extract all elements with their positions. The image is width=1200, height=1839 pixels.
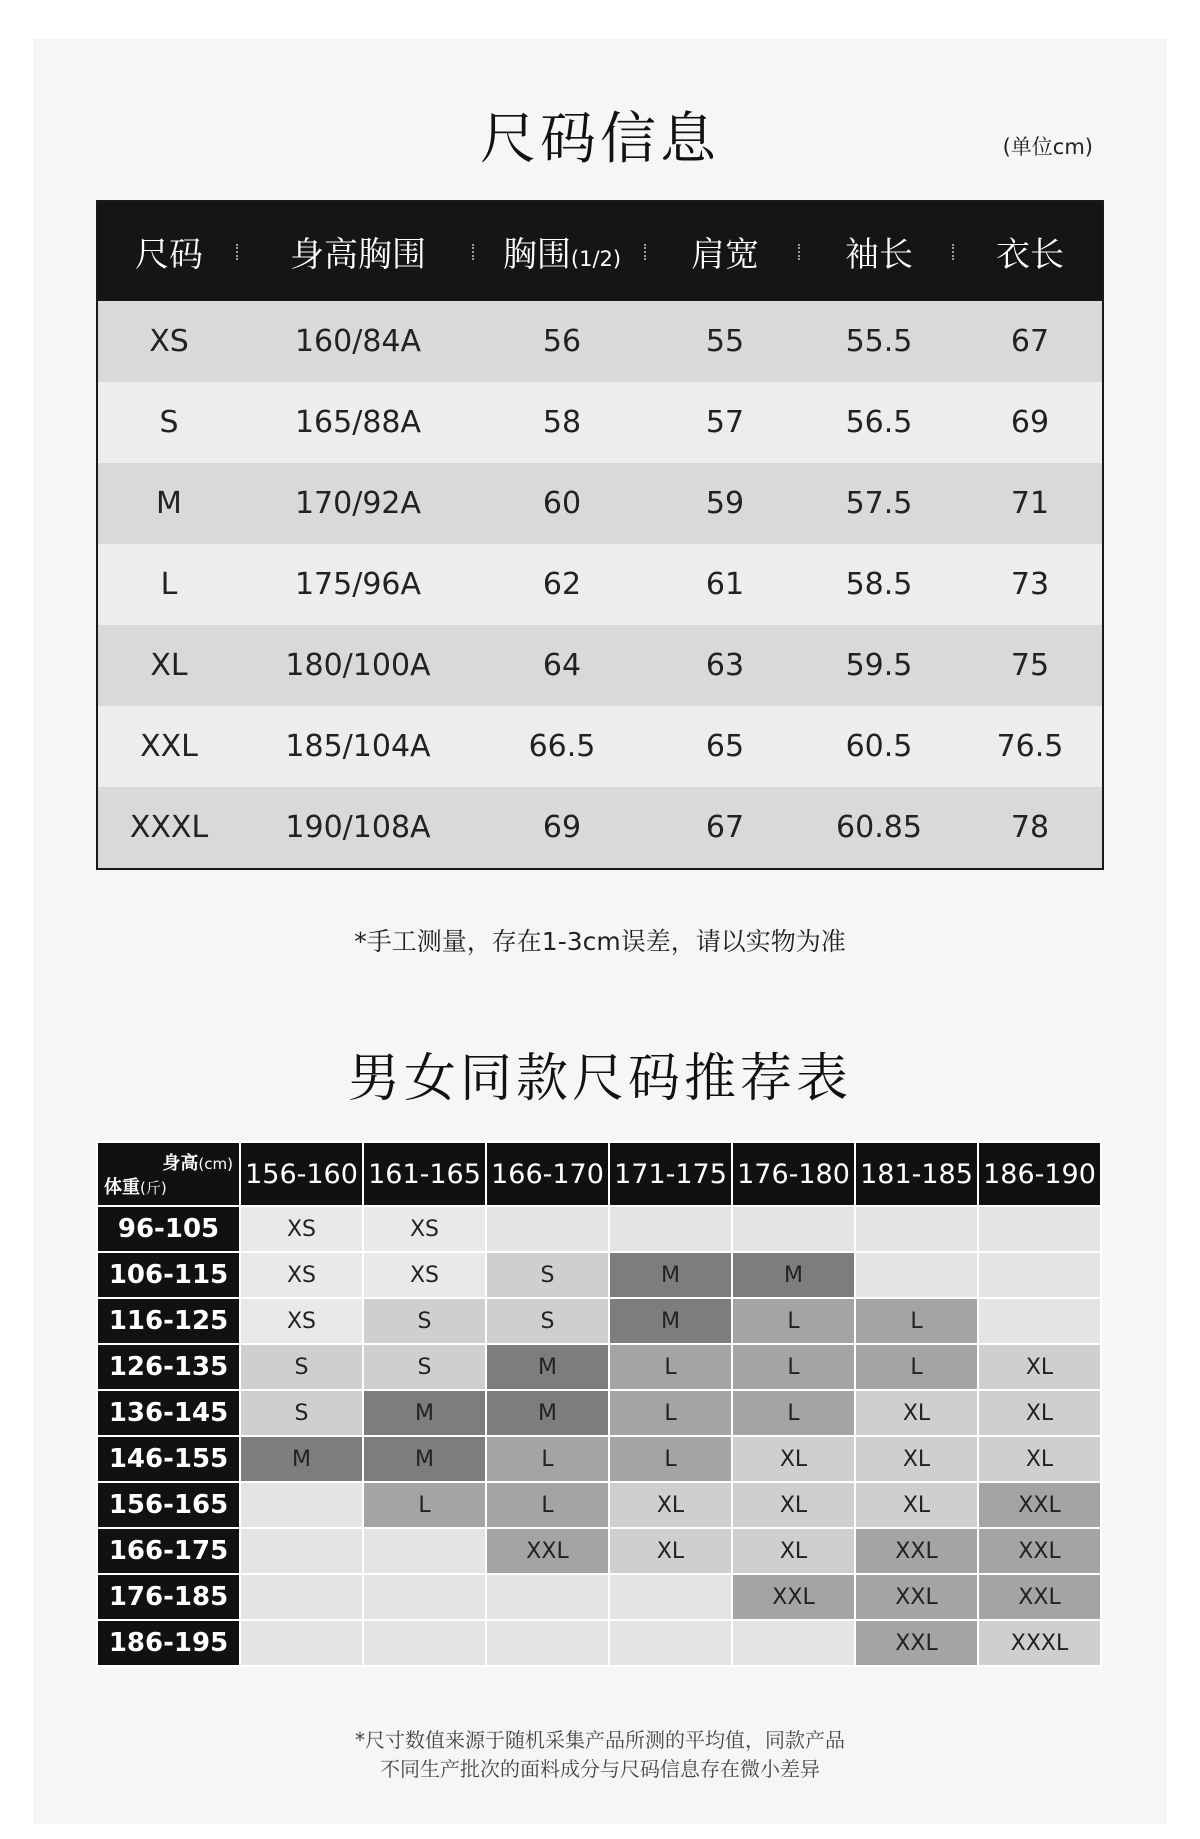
header-chest: 胸围(1/2) (476, 227, 648, 276)
size-cell: 73 (1010, 567, 1050, 602)
size-recommend-cell: S (241, 1345, 362, 1389)
corner-height-unit: (cm) (198, 1155, 233, 1173)
height-header: 161-165 (364, 1143, 485, 1205)
size-cell: 60.85 (836, 810, 922, 845)
header-size: 尺码 (98, 227, 240, 276)
size-recommend-cell (487, 1575, 608, 1619)
weight-header: 106-115 (98, 1253, 239, 1297)
size-recommend-cell: L (856, 1299, 977, 1343)
size-recommend-cell: L (610, 1391, 731, 1435)
size-cell: 78 (1010, 810, 1050, 845)
weight-header: 176-185 (98, 1575, 239, 1619)
size-cell: 185/104A (285, 729, 431, 764)
size-cell: XXL (140, 729, 198, 764)
weight-row (98, 1621, 1100, 1665)
size-row (98, 382, 1102, 463)
size-recommend-cell: M (610, 1299, 731, 1343)
size-recommend-cell: M (241, 1437, 362, 1481)
size-cell: 59.5 (845, 648, 913, 683)
size-recommend-cell (856, 1207, 977, 1251)
size-cell: 75 (1010, 648, 1050, 683)
weight-header: 166-175 (98, 1529, 239, 1573)
size-cell: 190/108A (285, 810, 431, 845)
weight-row (98, 1529, 1100, 1573)
size-cell: 71 (1010, 486, 1050, 521)
size-recommend-cell: L (364, 1483, 485, 1527)
header-sleeve: 袖长 (802, 227, 956, 276)
weight-header: 146-155 (98, 1437, 239, 1481)
size-recommend-cell: XL (733, 1483, 854, 1527)
size-cell: 56 (542, 324, 582, 359)
size-cell: 58 (542, 405, 582, 440)
size-recommend-cell: XS (241, 1299, 362, 1343)
unit-label: (单位cm) (1002, 135, 1093, 159)
size-cell: 64 (542, 648, 582, 683)
weight-header: 186-195 (98, 1621, 239, 1665)
size-recommend-cell: XXL (856, 1575, 977, 1619)
size-cell: 62 (542, 567, 582, 602)
header-length: 衣长 (996, 235, 1064, 275)
size-cell: 57 (705, 405, 745, 440)
size-cell: 56.5 (845, 405, 913, 440)
size-cell: 63 (705, 648, 745, 683)
size-cell: 57.5 (845, 486, 913, 521)
size-cell: L (160, 567, 178, 602)
size-recommend-cell (610, 1575, 731, 1619)
size-recommend-cell: S (487, 1253, 608, 1297)
weight-row (98, 1483, 1100, 1527)
size-recommend-cell (979, 1207, 1100, 1251)
size-cell: 180/100A (285, 648, 431, 683)
size-cell: XL (150, 648, 188, 683)
size-recommend-cell: M (610, 1253, 731, 1297)
size-recommend-cell: L (856, 1345, 977, 1389)
size-recommend-cell: XL (733, 1437, 854, 1481)
measure-note: *手工测量，存在1-3cm误差，请以实物为准 (354, 927, 846, 956)
size-cell: 55.5 (845, 324, 913, 359)
size-recommend-cell: L (733, 1391, 854, 1435)
size-recommend-cell: XL (610, 1483, 731, 1527)
recommend-header-row (98, 1143, 1100, 1205)
size-cell: 165/88A (294, 405, 422, 440)
size-recommend-cell: M (487, 1391, 608, 1435)
size-cell: S (159, 405, 179, 440)
height-header: 186-190 (979, 1143, 1100, 1205)
size-recommend-cell: M (364, 1391, 485, 1435)
size-recommend-cell: XXL (856, 1621, 977, 1665)
size-recommend-cell: XS (364, 1207, 485, 1251)
size-cell: XS (149, 324, 189, 359)
size-cell: 59 (705, 486, 745, 521)
height-header: 171-175 (610, 1143, 731, 1205)
size-recommend-cell (979, 1299, 1100, 1343)
weight-header: 126-135 (98, 1345, 239, 1389)
size-cell: XXXL (129, 810, 209, 845)
size-row (98, 463, 1102, 544)
size-cell: 55 (705, 324, 745, 359)
size-recommend-cell (241, 1575, 362, 1619)
chest-suffix: (1/2) (570, 247, 622, 271)
size-recommend-cell (364, 1575, 485, 1619)
weight-header: 156-165 (98, 1483, 239, 1527)
size-recommend-cell: XL (856, 1483, 977, 1527)
source-note-line1: *尺寸数值来源于随机采集产品所测的平均值，同款产品 (355, 1728, 845, 1752)
size-row (98, 301, 1102, 382)
height-header: 181-185 (856, 1143, 977, 1205)
size-recommend-cell: XXXL (979, 1621, 1100, 1665)
corner-weight-unit: (斤) (140, 1179, 167, 1197)
weight-row (98, 1207, 1100, 1251)
size-info-title: 尺码信息 (480, 107, 720, 172)
size-recommend-cell (610, 1207, 731, 1251)
size-cell: 61 (705, 567, 745, 602)
size-cell: 160/84A (294, 324, 422, 359)
size-recommend-cell: S (364, 1299, 485, 1343)
size-recommend-cell (733, 1621, 854, 1665)
header-height-chest: 身高胸围 (240, 227, 476, 276)
size-cell: 60.5 (845, 729, 913, 764)
size-cell: 65 (705, 729, 745, 764)
size-recommend-cell: L (487, 1437, 608, 1481)
weight-row (98, 1391, 1100, 1435)
size-cell: 66.5 (528, 729, 596, 764)
size-cell: 69 (542, 810, 582, 845)
size-recommend-cell: XXL (733, 1575, 854, 1619)
source-note-line2: 不同生产批次的面料成分与尺码信息存在微小差异 (380, 1757, 820, 1781)
size-recommend-cell (241, 1483, 362, 1527)
size-recommend-cell: XS (241, 1207, 362, 1251)
recommend-title: 男女同款尺码推荐表 (347, 1049, 852, 1109)
size-recommend-cell (241, 1621, 362, 1665)
size-recommend-cell: S (241, 1391, 362, 1435)
weight-row (98, 1575, 1100, 1619)
height-header: 176-180 (733, 1143, 854, 1205)
height-header: 166-170 (487, 1143, 608, 1205)
size-recommend-cell: XL (610, 1529, 731, 1573)
weight-header: 116-125 (98, 1299, 239, 1343)
size-recommend-cell: XXL (979, 1483, 1100, 1527)
size-recommend-cell: S (487, 1299, 608, 1343)
size-recommend-cell: L (610, 1437, 731, 1481)
size-recommend-cell: XS (241, 1253, 362, 1297)
size-cell: 67 (1010, 324, 1050, 359)
size-table-header (98, 202, 1102, 301)
size-recommend-cell: XL (979, 1391, 1100, 1435)
recommend-table (96, 1141, 1102, 1667)
size-recommend-cell: L (733, 1345, 854, 1389)
weight-row (98, 1437, 1100, 1481)
header-shoulder: 肩宽 (648, 227, 802, 276)
size-recommend-cell: XXL (979, 1575, 1100, 1619)
size-recommend-cell: XL (979, 1437, 1100, 1481)
size-cell: 67 (705, 810, 745, 845)
size-recommend-cell: L (487, 1483, 608, 1527)
size-recommend-cell (241, 1529, 362, 1573)
weight-header: 136-145 (98, 1391, 239, 1435)
weight-row (98, 1299, 1100, 1343)
size-recommend-cell: XL (856, 1391, 977, 1435)
size-recommend-cell (487, 1207, 608, 1251)
size-row (98, 544, 1102, 625)
size-recommend-cell: XXL (856, 1529, 977, 1573)
size-recommend-cell: L (733, 1299, 854, 1343)
size-recommend-cell: XS (364, 1253, 485, 1297)
size-row (98, 706, 1102, 787)
size-recommend-cell (364, 1621, 485, 1665)
corner-height-label: 身高 (162, 1153, 199, 1174)
height-header: 156-160 (241, 1143, 362, 1205)
size-recommend-cell: XXL (979, 1529, 1100, 1573)
weight-row (98, 1345, 1100, 1389)
size-recommend-cell: M (364, 1437, 485, 1481)
corner-cell (98, 1143, 239, 1205)
size-cell: 76.5 (996, 729, 1064, 764)
size-recommend-cell: XL (979, 1345, 1100, 1389)
size-recommend-cell (733, 1207, 854, 1251)
size-cell: M (156, 486, 182, 521)
size-cell: 60 (542, 486, 582, 521)
size-recommend-cell (364, 1529, 485, 1573)
size-cell: 69 (1010, 405, 1050, 440)
size-table (96, 200, 1104, 870)
size-recommend-cell (856, 1253, 977, 1297)
size-recommend-cell (487, 1621, 608, 1665)
size-recommend-cell: XL (856, 1437, 977, 1481)
size-row (98, 625, 1102, 706)
weight-header: 96-105 (98, 1207, 239, 1251)
size-recommend-cell: XL (733, 1529, 854, 1573)
size-recommend-cell (610, 1621, 731, 1665)
size-cell: 170/92A (294, 486, 422, 521)
corner-weight-label: 体重 (104, 1177, 140, 1198)
size-cell: 58.5 (845, 567, 913, 602)
size-cell: 175/96A (294, 567, 422, 602)
size-recommend-cell: M (733, 1253, 854, 1297)
size-recommend-cell: L (610, 1345, 731, 1389)
weight-row (98, 1253, 1100, 1297)
size-table-body (98, 301, 1102, 868)
source-note (0, 1726, 1200, 1784)
size-recommend-cell (979, 1253, 1100, 1297)
size-recommend-cell: XXL (487, 1529, 608, 1573)
size-recommend-cell: M (487, 1345, 608, 1389)
size-recommend-cell: S (364, 1345, 485, 1389)
size-row (98, 787, 1102, 868)
